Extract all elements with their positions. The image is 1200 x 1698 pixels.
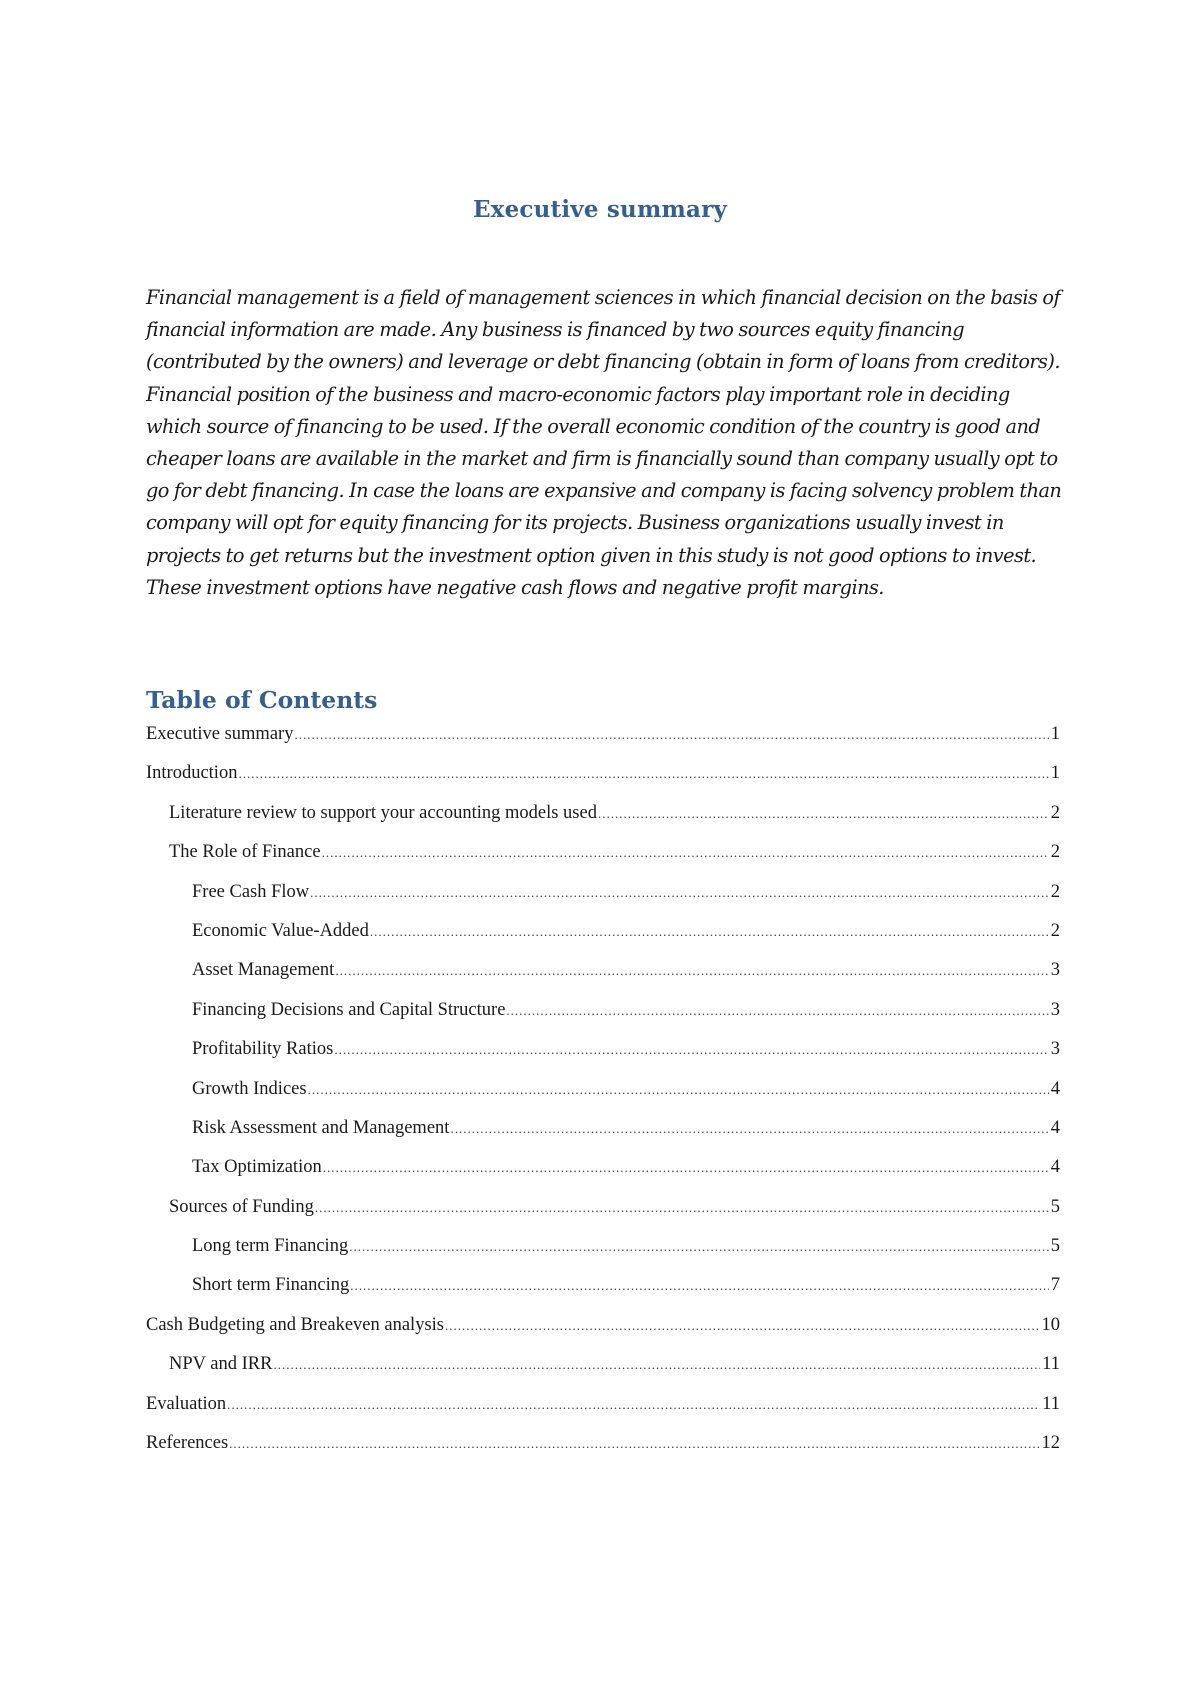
toc-entry-label: Long term Financing xyxy=(192,1236,349,1257)
toc-entry[interactable] xyxy=(146,1118,1060,1157)
toc-entry[interactable] xyxy=(146,1039,1060,1078)
toc-entry-page: 1 xyxy=(1050,763,1060,784)
toc-entry-page: 5 xyxy=(1050,1196,1060,1217)
toc-entry-label: Profitability Ratios xyxy=(192,1039,334,1060)
toc-entry-page: 11 xyxy=(1042,1354,1060,1375)
toc-entry[interactable] xyxy=(146,842,1060,881)
toc-entry[interactable] xyxy=(146,1354,1060,1393)
toc-dot-leader xyxy=(238,766,1048,782)
toc-entry[interactable] xyxy=(146,763,1060,802)
toc-entry-page: 3 xyxy=(1050,999,1060,1020)
toc-entry-page: 3 xyxy=(1050,1039,1060,1060)
toc-dot-leader xyxy=(322,845,1049,861)
toc-entry[interactable] xyxy=(146,882,1060,921)
toc-entry-label: References xyxy=(146,1433,229,1454)
toc-entry[interactable] xyxy=(146,724,1060,763)
toc-entry[interactable] xyxy=(146,1394,1060,1433)
toc-dot-leader xyxy=(349,1239,1049,1255)
toc-dot-leader xyxy=(445,1318,1040,1334)
toc-dot-leader xyxy=(450,1121,1048,1137)
toc-entry[interactable] xyxy=(146,1000,1060,1039)
toc-dot-leader xyxy=(598,806,1049,822)
toc-dot-leader xyxy=(506,1003,1048,1019)
toc-entry[interactable] xyxy=(146,1197,1060,1236)
toc-list xyxy=(146,724,1060,1472)
toc-entry-page: 3 xyxy=(1050,960,1060,981)
toc-entry-label: Sources of Funding xyxy=(169,1196,314,1217)
toc-entry-page: 5 xyxy=(1050,1236,1060,1257)
toc-entry-label: Introduction xyxy=(146,763,238,784)
toc-entry-label: Cash Budgeting and Breakeven analysis xyxy=(146,1314,444,1335)
toc-entry[interactable] xyxy=(146,921,1060,960)
toc-entry[interactable] xyxy=(146,1433,1060,1472)
toc-entry-label: NPV and IRR xyxy=(169,1354,273,1375)
toc-entry-label: Short term Financing xyxy=(192,1275,350,1296)
toc-entry-page: 11 xyxy=(1042,1393,1060,1414)
toc-entry-page: 2 xyxy=(1050,842,1060,863)
toc-entry-label: Economic Value-Added xyxy=(192,920,369,941)
toc-entry[interactable] xyxy=(146,1157,1060,1196)
toc-entry-page: 4 xyxy=(1050,1117,1060,1138)
toc-entry-page: 2 xyxy=(1050,881,1060,902)
toc-entry-label: Evaluation xyxy=(146,1393,227,1414)
executive-summary-body: Financial management is a field of management sciences in which financial decision on the basis of financial information are made. Any business is financed by two sources equity financing (contributed by the owners) and leverage or debt financing (obtain in form of loans from creditors). Financial position of the business and macro-economic factors play important role in deciding which source of financing to be used. If the overall economic condition of the country is good and cheaper loans are available in the market and firm is financially sound than company usually opt to go for debt financing. In case the loans are expansive and company is facing solvency problem than company will opt for equity financing for its projects. Business organizations usually invest in projects to get returns but the investment option given in this study is not good options to invest. These investment options have negative cash flows and negative profit margins. xyxy=(146,286,1062,599)
toc-dot-leader xyxy=(227,1397,1040,1413)
toc-entry-label: Risk Assessment and Management xyxy=(192,1117,450,1138)
toc-entry-label: Tax Optimization xyxy=(192,1157,322,1178)
toc-entry[interactable] xyxy=(146,1275,1060,1314)
toc-entry-page: 2 xyxy=(1050,802,1060,823)
toc-dot-leader xyxy=(350,1278,1049,1294)
toc-dot-leader xyxy=(334,1042,1048,1058)
toc-entry-page: 1 xyxy=(1050,724,1060,744)
toc-entry[interactable] xyxy=(146,1236,1060,1275)
toc-dot-leader xyxy=(308,1082,1049,1098)
toc-entry-page: 4 xyxy=(1050,1078,1060,1099)
toc-entry-page: 12 xyxy=(1041,1433,1060,1454)
toc-entry-label: Literature review to support your accounting models used xyxy=(169,802,597,823)
toc-entry-page: 4 xyxy=(1050,1157,1060,1178)
toc-entry-label: Asset Management xyxy=(192,960,335,981)
toc-entry-label: Free Cash Flow xyxy=(192,881,310,902)
toc-entry-page: 10 xyxy=(1041,1314,1060,1335)
executive-summary-title: Executive summary xyxy=(472,196,728,223)
toc-dot-leader xyxy=(335,963,1048,979)
toc-dot-leader xyxy=(315,1200,1049,1216)
toc-dot-leader xyxy=(370,924,1049,940)
toc-entry[interactable] xyxy=(146,1079,1060,1118)
toc-title: Table of Contents xyxy=(146,686,378,714)
toc-entry-label: The Role of Finance xyxy=(169,842,321,863)
toc-dot-leader xyxy=(310,885,1049,901)
toc-entry-label: Executive summary xyxy=(146,724,294,744)
toc-dot-leader xyxy=(294,727,1048,743)
toc-dot-leader xyxy=(323,1160,1049,1176)
toc-dot-leader xyxy=(229,1436,1039,1452)
toc-entry-label: Financing Decisions and Capital Structure xyxy=(192,999,506,1020)
toc-entry[interactable] xyxy=(146,803,1060,842)
toc-dot-leader xyxy=(273,1357,1040,1373)
toc-entry[interactable] xyxy=(146,960,1060,999)
toc-entry[interactable] xyxy=(146,1315,1060,1354)
toc-entry-page: 7 xyxy=(1050,1275,1060,1296)
toc-entry-label: Growth Indices xyxy=(192,1078,307,1099)
toc-entry-page: 2 xyxy=(1050,920,1060,941)
